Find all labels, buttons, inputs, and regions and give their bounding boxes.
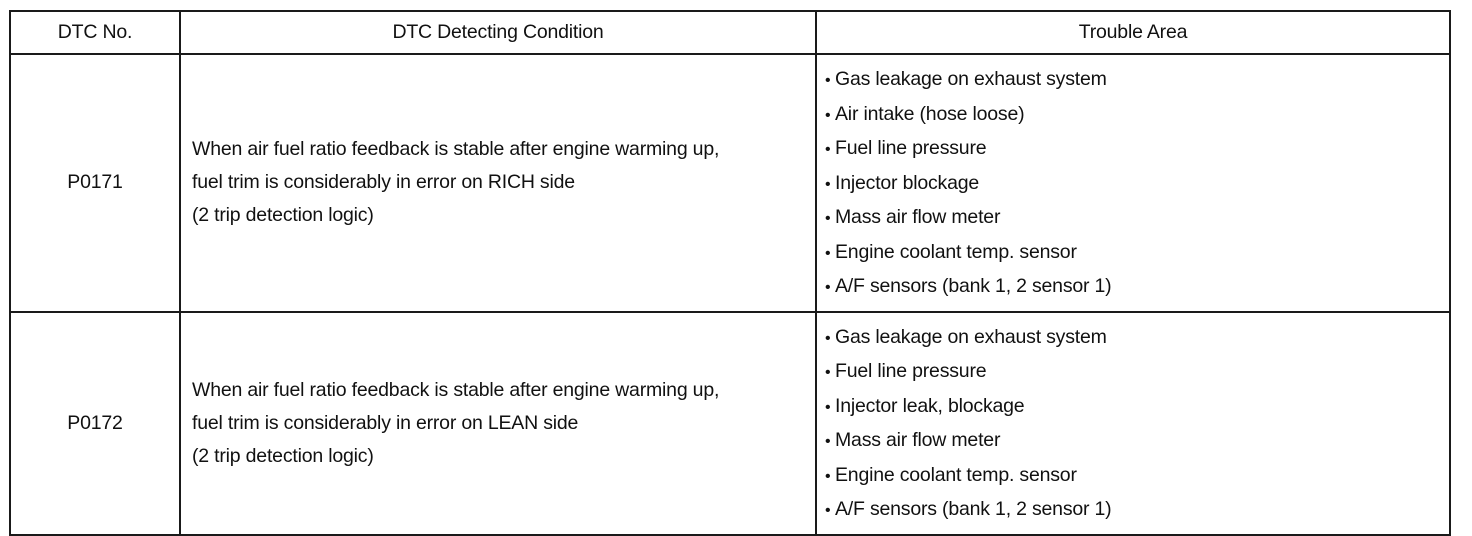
trouble-area-list — [825, 321, 1443, 528]
header-trouble-area: Trouble Area — [816, 11, 1450, 54]
header-row — [10, 11, 1450, 54]
list-item: • Gas leakage on exhaust system — [825, 321, 1443, 356]
list-item: • Mass air flow meter — [825, 424, 1443, 459]
condition-line: When air fuel ratio feedback is stable after engine warming up, — [192, 378, 720, 401]
list-item: • Air intake (hose loose) — [825, 98, 1443, 133]
list-item: • Injector blockage — [825, 167, 1443, 202]
condition-line: fuel trim is considerably in error on LEAN side — [192, 411, 579, 434]
condition-line: When air fuel ratio feedback is stable after engine warming up, — [192, 138, 720, 161]
header-condition: DTC Detecting Condition — [180, 11, 816, 54]
table-row — [10, 54, 1450, 312]
list-item: • Gas leakage on exhaust system — [825, 63, 1443, 98]
list-item: • Mass air flow meter — [825, 201, 1443, 236]
list-item: • Fuel line pressure — [825, 355, 1443, 390]
list-item: • Engine coolant temp. sensor — [825, 236, 1443, 271]
header-dtc-no: DTC No. — [10, 11, 180, 54]
table-row — [10, 312, 1450, 535]
condition-line: fuel trim is considerably in error on RICH side — [192, 171, 575, 194]
dtc-code: P0172 — [10, 312, 180, 535]
dtc-table-container — [9, 10, 1451, 536]
list-item: • Fuel line pressure — [825, 132, 1443, 167]
list-item: • Engine coolant temp. sensor — [825, 459, 1443, 494]
trouble-area — [816, 312, 1450, 535]
list-item: • Injector leak, blockage — [825, 390, 1443, 425]
dtc-table — [9, 10, 1451, 536]
list-item: • A/F sensors (bank 1, 2 sensor 1) — [825, 270, 1443, 305]
trouble-area-list — [825, 63, 1443, 305]
detecting-condition — [180, 312, 816, 535]
list-item: • A/F sensors (bank 1, 2 sensor 1) — [825, 493, 1443, 528]
condition-line: (2 trip detection logic) — [192, 204, 374, 227]
detecting-condition — [180, 54, 816, 312]
trouble-area — [816, 54, 1450, 312]
condition-line: (2 trip detection logic) — [192, 444, 374, 467]
dtc-code: P0171 — [10, 54, 180, 312]
